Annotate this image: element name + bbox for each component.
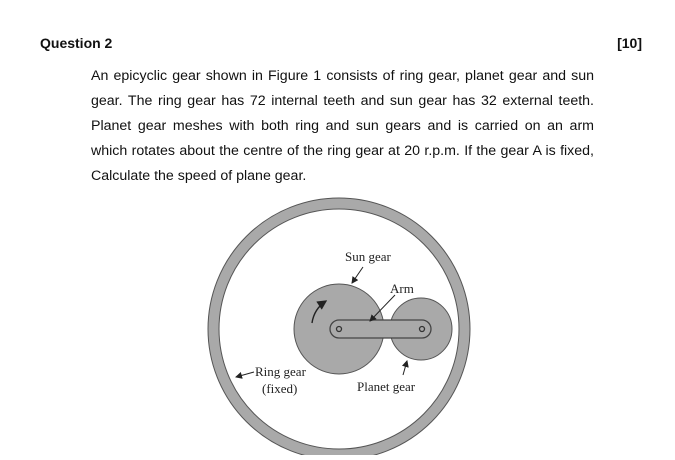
- question-line: Planet gear meshes with both ring and sun gears and is carried on an arm: [91, 118, 594, 134]
- planet-gear-label: Planet gear: [357, 379, 416, 394]
- question-title: Question 2: [40, 35, 113, 51]
- ring-gear-fixed-label: (fixed): [262, 381, 298, 396]
- question-body: [91, 64, 594, 189]
- ring-gear-label: Ring gear: [255, 364, 306, 379]
- question-line: which rotates about the centre of the ring gear at 20 r.p.m. If the gear A is fixed,: [91, 143, 594, 159]
- gear-diagram: [200, 195, 480, 455]
- arm-label: Arm: [390, 281, 414, 296]
- question-marks: [10]: [617, 35, 642, 51]
- sun-gear-label: Sun gear: [345, 249, 391, 264]
- question-line: An epicyclic gear shown in Figure 1 consists of ring gear, planet gear and sun: [91, 68, 594, 84]
- epicyclic-gear-figure: [200, 195, 480, 455]
- arm: [330, 320, 431, 338]
- question-line: gear. The ring gear has 72 internal teeth and sun gear has 32 external teeth.: [91, 93, 594, 109]
- question-line: Calculate the speed of plane gear.: [91, 168, 307, 184]
